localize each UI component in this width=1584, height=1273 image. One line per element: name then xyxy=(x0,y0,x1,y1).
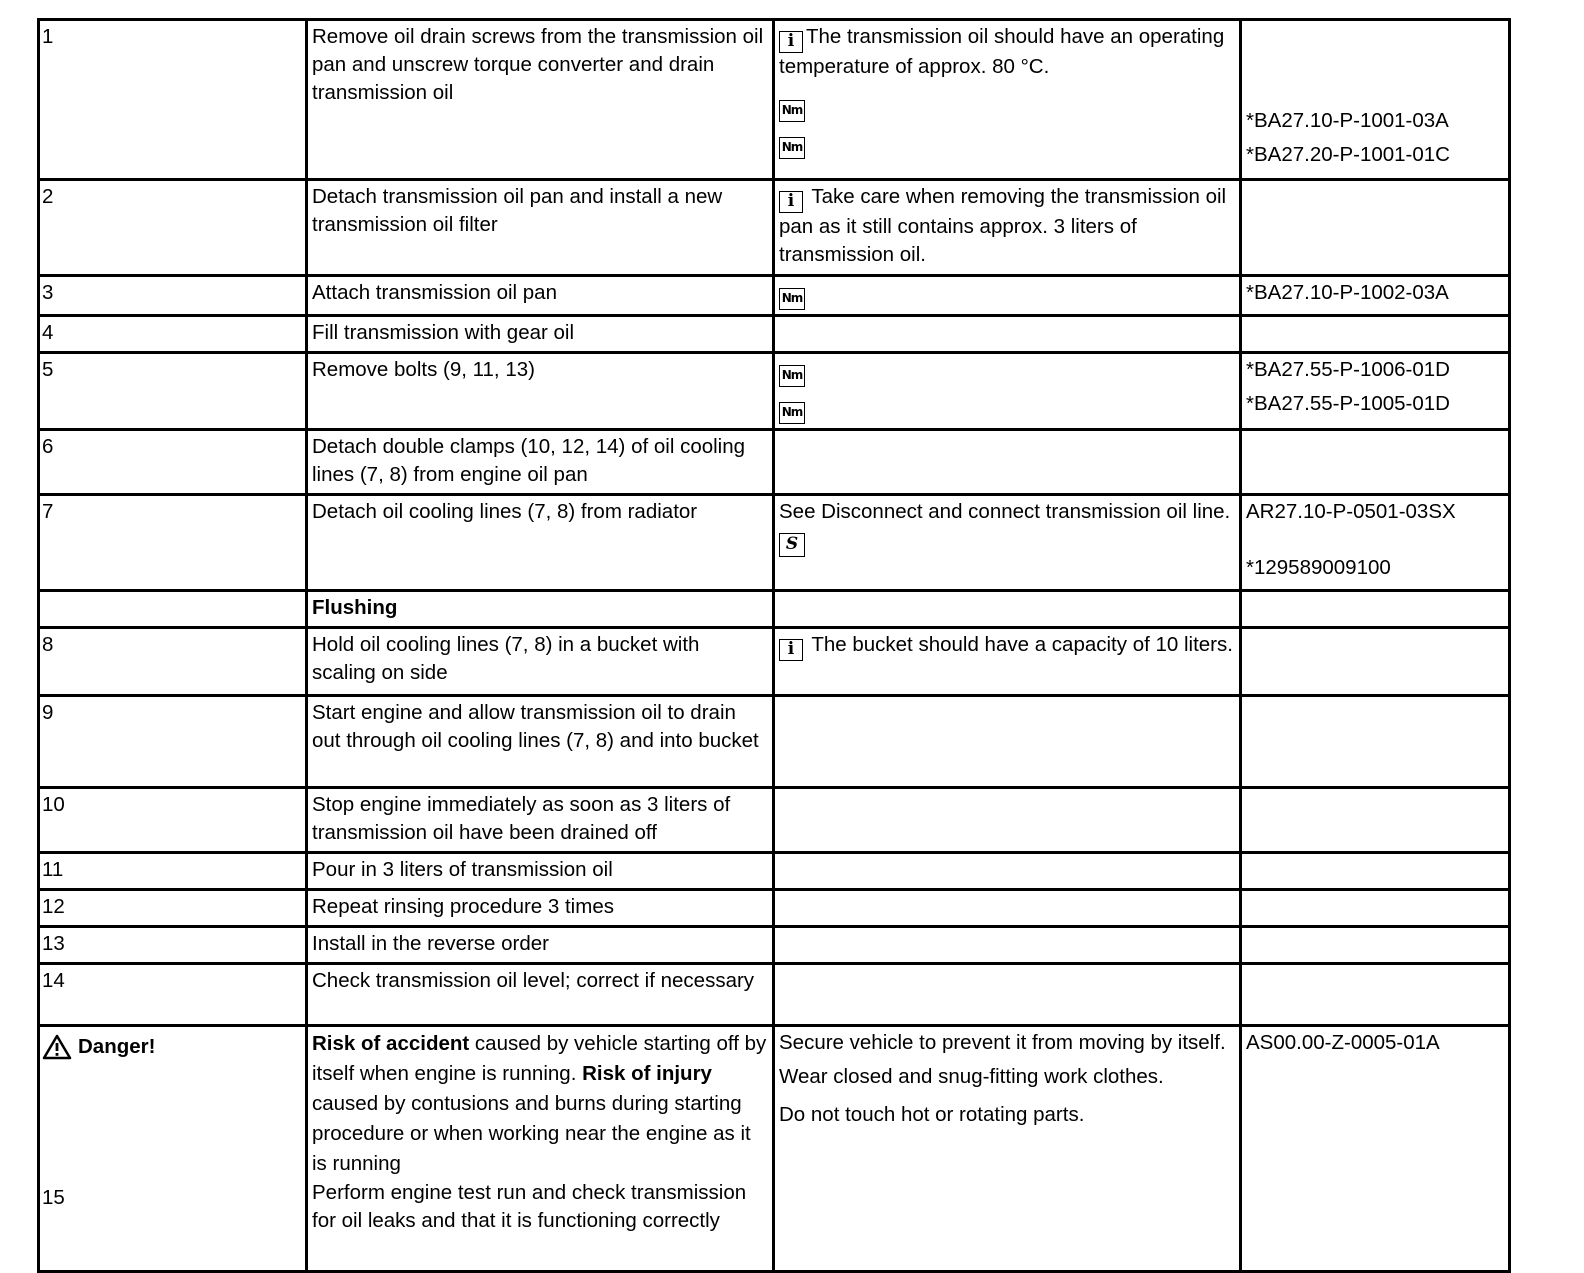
step-note xyxy=(774,890,1241,927)
step-number: 12 xyxy=(39,890,307,927)
step-reference xyxy=(1241,696,1510,788)
step-reference xyxy=(1241,495,1510,591)
step-note: i The bucket should have a capacity of 10 liters. xyxy=(774,628,1241,696)
step-action: Detach oil cooling lines (7, 8) from radiator xyxy=(307,495,774,591)
danger-cell xyxy=(39,1026,307,1272)
step-note xyxy=(774,696,1241,788)
step-reference xyxy=(1241,788,1510,853)
step-note xyxy=(774,927,1241,964)
reference-link[interactable]: *129589009100 xyxy=(1246,556,1391,579)
step-number: 7 xyxy=(39,495,307,591)
table-row xyxy=(39,788,1510,853)
info-icon: i xyxy=(779,191,803,213)
step-action: Start engine and allow transmission oil to drain out through oil cooling lines (7, 8) and into bucket xyxy=(307,696,774,788)
table-row xyxy=(39,430,1510,495)
step-number: 11 xyxy=(39,853,307,890)
step-number: 15 xyxy=(42,1186,65,1209)
table-row xyxy=(39,628,1510,696)
step-number: 4 xyxy=(39,316,307,353)
reference-link[interactable]: *BA27.55-P-1005-01D xyxy=(1246,392,1450,415)
table-row xyxy=(39,964,1510,1026)
step-number: 2 xyxy=(39,180,307,276)
special-tool-icon: S xyxy=(779,533,805,557)
step-action: Detach transmission oil pan and install a new transmission oil filter xyxy=(307,180,774,276)
step-action: Detach double clamps (10, 12, 14) of oil cooling lines (7, 8) from engine oil pan xyxy=(307,430,774,495)
section-row xyxy=(39,591,1510,628)
reference-link[interactable]: *BA27.10-P-1001-03A xyxy=(1246,109,1449,132)
step-action: Attach transmission oil pan xyxy=(307,276,774,316)
table-row xyxy=(39,890,1510,927)
step-number: 6 xyxy=(39,430,307,495)
step-reference xyxy=(1241,353,1510,430)
danger-row xyxy=(39,1026,1510,1272)
step-reference[interactable]: *BA27.10-P-1002-03A xyxy=(1241,276,1510,316)
step-number: 13 xyxy=(39,927,307,964)
step-reference xyxy=(1241,853,1510,890)
table-row xyxy=(39,696,1510,788)
table-row xyxy=(39,927,1510,964)
step-reference xyxy=(1241,964,1510,1026)
step-number: 10 xyxy=(39,788,307,853)
step-note xyxy=(774,964,1241,1026)
step-action: Fill transmission with gear oil xyxy=(307,316,774,353)
step-note xyxy=(774,853,1241,890)
danger-label: Danger! xyxy=(42,1033,155,1061)
warning-triangle-icon xyxy=(42,1034,72,1060)
step-action: Stop engine immediately as soon as 3 liters of transmission oil have been drained off xyxy=(307,788,774,853)
step-action: Check transmission oil level; correct if necessary xyxy=(307,964,774,1026)
step-number: 5 xyxy=(39,353,307,430)
step-number: 3 xyxy=(39,276,307,316)
step-number: 14 xyxy=(39,964,307,1026)
step-reference xyxy=(1241,890,1510,927)
table-row xyxy=(39,20,1510,180)
danger-description xyxy=(307,1026,774,1272)
step-note xyxy=(774,353,1241,430)
step-note xyxy=(774,430,1241,495)
step-reference xyxy=(1241,927,1510,964)
reference-link[interactable]: AR27.10-P-0501-03SX xyxy=(1246,500,1456,523)
danger-notes: Secure vehicle to prevent it from moving by itself. Wear closed and snug-fitting work clothes. Do not touch hot or rotating parts. xyxy=(774,1026,1241,1272)
table-row xyxy=(39,495,1510,591)
step-note: See Disconnect and connect transmission oil line. S xyxy=(774,495,1241,591)
info-icon: i xyxy=(779,31,803,53)
torque-icon: Nm xyxy=(779,100,805,122)
table-row xyxy=(39,316,1510,353)
step-action: Repeat rinsing procedure 3 times xyxy=(307,890,774,927)
procedure-table xyxy=(37,18,1511,1273)
torque-icon: Nm xyxy=(779,137,805,159)
table-row xyxy=(39,353,1510,430)
table-row xyxy=(39,853,1510,890)
step-reference xyxy=(1241,180,1510,276)
step-note xyxy=(774,276,1241,316)
step-note: i The transmission oil should have an operating temperature of approx. 80 °C. Nm Nm xyxy=(774,20,1241,180)
info-icon: i xyxy=(779,639,803,661)
reference-link[interactable]: *BA27.55-P-1006-01D xyxy=(1246,358,1450,381)
step-note xyxy=(774,316,1241,353)
torque-icon: Nm xyxy=(779,365,805,387)
danger-text: Risk of accident caused by vehicle starting off by itself when engine is running. Risk of injury caused by contusions and burns during starting procedure or when working near the engine as it is running xyxy=(312,1032,767,1175)
step-reference xyxy=(1241,316,1510,353)
step-action: Perform engine test run and check transmission for oil leaks and that it is functioning correctly xyxy=(312,1181,747,1232)
step-note: i Take care when removing the transmission oil pan as it still contains approx. 3 liters of transmission oil. xyxy=(774,180,1241,276)
step-number: 9 xyxy=(39,696,307,788)
step-reference[interactable]: AS00.00-Z-0005-01A xyxy=(1241,1026,1510,1272)
step-reference xyxy=(1241,20,1510,180)
table-row xyxy=(39,276,1510,316)
table-row xyxy=(39,180,1510,276)
step-number: 1 xyxy=(39,20,307,180)
step-number: 8 xyxy=(39,628,307,696)
step-note xyxy=(774,788,1241,853)
step-action: Hold oil cooling lines (7, 8) in a bucket with scaling on side xyxy=(307,628,774,696)
section-title: Flushing xyxy=(307,591,774,628)
step-action: Remove bolts (9, 11, 13) xyxy=(307,353,774,430)
step-action: Install in the reverse order xyxy=(307,927,774,964)
torque-icon: Nm xyxy=(779,402,805,424)
step-action: Remove oil drain screws from the transmission oil pan and unscrew torque converter and drain transmission oil xyxy=(307,20,774,180)
reference-link[interactable]: *BA27.20-P-1001-01C xyxy=(1246,143,1450,166)
torque-icon: Nm xyxy=(779,288,805,310)
step-action: Pour in 3 liters of transmission oil xyxy=(307,853,774,890)
step-reference xyxy=(1241,430,1510,495)
step-reference xyxy=(1241,628,1510,696)
